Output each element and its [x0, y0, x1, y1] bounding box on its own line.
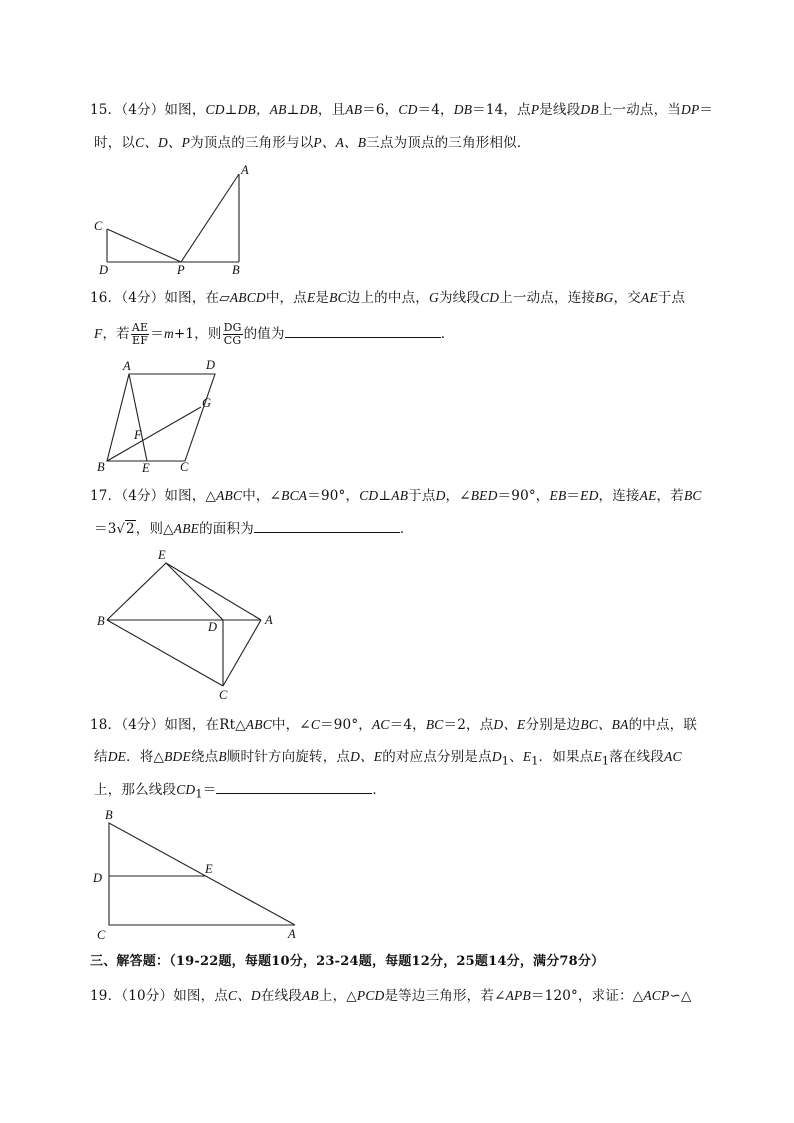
q16-label-a: A	[123, 359, 131, 373]
q16-label-e: E	[142, 461, 150, 475]
q15-line2: 时，以C、D、P为顶点的三角形与以P、A、B三点为顶点的三角形相似．	[94, 135, 531, 151]
q17-label-a: A	[265, 613, 273, 627]
q15-label-a: A	[241, 163, 249, 177]
q18-line1: 18．（4分）如图，在Rt△ABC中，∠C＝90°，AC＝4，BC＝2，点D、E分别是边BC、BA的中点，联	[90, 717, 698, 733]
q18-label-d: D	[93, 871, 103, 885]
q17-line2: ＝3√2，则△ABE的面积为 ．	[94, 518, 414, 540]
q16-label-c: C	[180, 460, 189, 474]
q17-label-b: B	[97, 614, 105, 628]
q18-label-b: B	[105, 808, 113, 822]
q16-line2: F，若 $\frac{AE}{EF}$ ＝m+1，则 $\frac{DG}{CG}$ 的值为 ．	[94, 321, 455, 347]
fraction-ae-ef: $\frac{AE}{EF}$	[131, 321, 149, 347]
q16-label-f: F	[134, 428, 142, 442]
q16-line1: 16．（4分）如图，在▱ABCD中，点E是BC边上的中点，G为线段CD上一动点，连接BG，交AE于点	[90, 290, 686, 306]
q16-label-b: B	[97, 460, 105, 474]
q15-label-c: C	[94, 219, 103, 233]
q17-line1: 17．（4分）如图，△ABC中，∠BCA＝90°，CD⊥AB于点D，∠BED＝90°，EB＝ED，连接AE，若BC	[90, 488, 702, 504]
q16-label-d: D	[206, 358, 216, 372]
q15-label-p: P	[177, 263, 185, 277]
q17-label-c: C	[219, 688, 228, 702]
q18-label-c: C	[97, 928, 106, 942]
q15-label-d: D	[99, 263, 109, 277]
q18-label-e: E	[205, 862, 213, 876]
fraction-dg-cg: $\frac{DG}{CG}$	[223, 321, 242, 347]
q18-line3: 上，那么线段$CD_1=$ ．	[94, 779, 386, 805]
section-heading: 三、解答题：（19-22题，每题10分，23-24题，每题12分，25题14分，满分78分）	[90, 954, 605, 969]
q17-label-d: D	[208, 620, 218, 634]
q15-line1: 15．（4分）如图，CD⊥DB，AB⊥DB，且AB＝6，CD＝4，DB＝14，点P是线段DB上一动点，当DP＝	[90, 102, 714, 118]
q18-label-a: A	[288, 927, 296, 941]
q18-line2: 结DE．将△BDE绕点B顺时针方向旋转，点D、E的对应点分别是点$D_1$、$E_1$．如果点$E_1$落在线段AC	[94, 749, 682, 768]
q17-label-e: E	[158, 548, 166, 562]
q16-label-g: G	[202, 396, 212, 410]
q15-label-b: B	[232, 263, 240, 277]
q19-line1: 19．（10分）如图，点C、D在线段AB上，△PCD是等边三角形，若∠APB＝120°，求证：△ACP∽△	[90, 988, 692, 1004]
